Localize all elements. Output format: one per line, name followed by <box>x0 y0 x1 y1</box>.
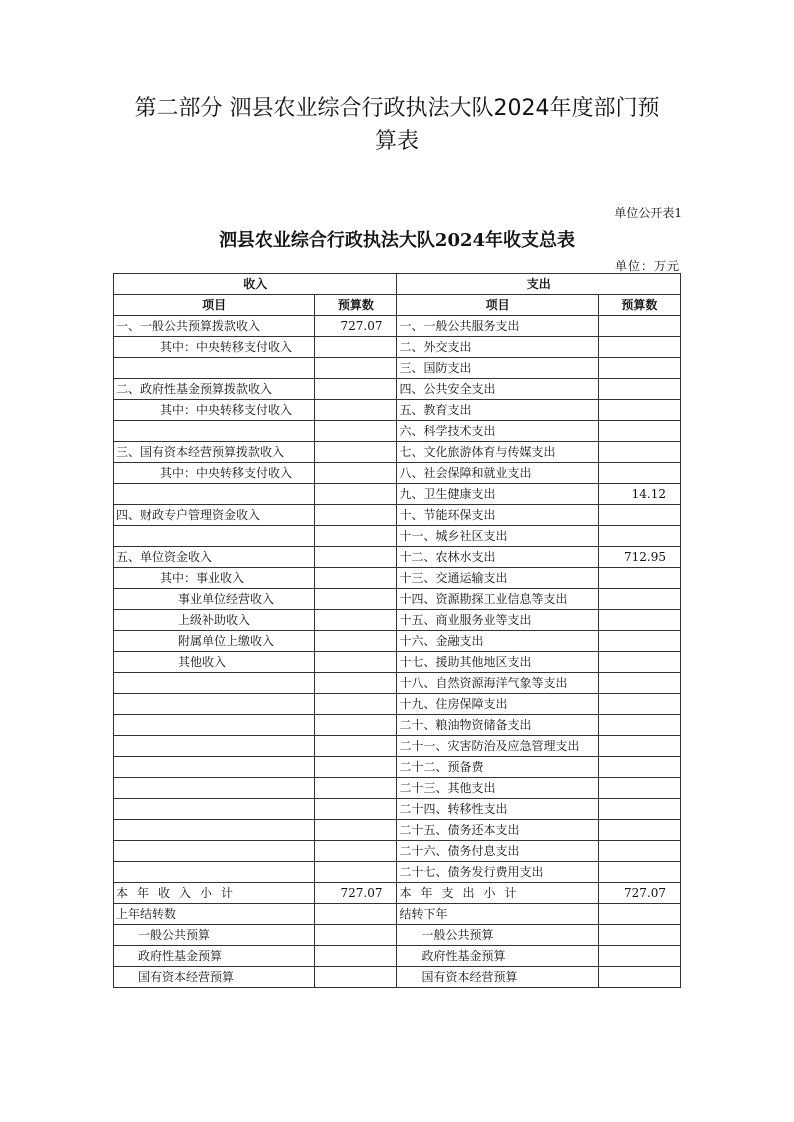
subtotal-row <box>114 883 681 904</box>
expense-item-cell: 十一、城乡社区支出 <box>397 526 598 547</box>
income-item-cell: 事业单位经营收入 <box>114 589 315 610</box>
budget-table-body <box>114 274 681 988</box>
table-row <box>114 337 681 358</box>
income-value-cell <box>315 694 397 715</box>
expense-item-cell: 三、国防支出 <box>397 358 598 379</box>
income-value-cell <box>315 820 397 841</box>
carry-item-row <box>114 946 681 967</box>
table-row <box>114 631 681 652</box>
carry-income-item: 政府性基金预算 <box>114 946 315 967</box>
income-item-cell <box>114 820 315 841</box>
expense-item-cell: 八、社会保障和就业支出 <box>397 463 598 484</box>
income-value-cell <box>315 568 397 589</box>
section-header-row <box>114 274 681 295</box>
carry-expense-item-value <box>598 946 680 967</box>
income-item-cell: 其中：中央转移支付收入 <box>114 463 315 484</box>
table-title: 泗县农业综合行政执法大队2024年收支总表 <box>218 230 576 251</box>
carry-expense-item: 国有资本经营预算 <box>397 967 598 988</box>
income-item-cell <box>114 841 315 862</box>
carry-row <box>114 904 681 925</box>
income-item-cell: 其他收入 <box>114 652 315 673</box>
carry-income-item-value <box>315 967 397 988</box>
expense-value-cell <box>598 568 680 589</box>
table-row <box>114 316 681 337</box>
income-value-cell <box>315 610 397 631</box>
carry-expense-value <box>598 904 680 925</box>
expense-value-cell <box>598 841 680 862</box>
column-header-row <box>114 295 681 316</box>
table-row <box>114 610 681 631</box>
expense-value-cell <box>598 526 680 547</box>
expense-item-cell: 一、一般公共服务支出 <box>397 316 598 337</box>
income-item-cell: 其中：事业收入 <box>114 568 315 589</box>
expense-value-cell: 14.12 <box>598 484 680 505</box>
expense-value-cell <box>598 631 680 652</box>
income-value-cell <box>315 337 397 358</box>
income-value-cell <box>315 778 397 799</box>
expense-item-cell: 二、外交支出 <box>397 337 598 358</box>
expense-item-cell: 二十五、债务还本支出 <box>397 820 598 841</box>
expense-item-cell: 五、教育支出 <box>397 400 598 421</box>
income-item-cell <box>114 358 315 379</box>
carry-expense-item: 政府性基金预算 <box>397 946 598 967</box>
expense-item-cell: 十八、自然资源海洋气象等支出 <box>397 673 598 694</box>
income-value-cell <box>315 442 397 463</box>
table-row <box>114 820 681 841</box>
expense-item-cell: 九、卫生健康支出 <box>397 484 598 505</box>
income-header: 收入 <box>114 274 397 295</box>
income-item-cell: 其中：中央转移支付收入 <box>114 337 315 358</box>
income-value-cell <box>315 400 397 421</box>
income-value-cell <box>315 421 397 442</box>
part-title-line2: 算表 <box>374 129 419 154</box>
expense-item-cell: 二十六、债务付息支出 <box>397 841 598 862</box>
income-value-cell <box>315 736 397 757</box>
expense-value-cell <box>598 400 680 421</box>
expense-value-cell <box>598 337 680 358</box>
table-row <box>114 715 681 736</box>
carry-expense-label: 结转下年 <box>397 904 598 925</box>
part-title <box>80 92 714 158</box>
expense-value-cell <box>598 463 680 484</box>
table-row <box>114 463 681 484</box>
table-row <box>114 358 681 379</box>
expense-item-cell: 二十四、转移性支出 <box>397 799 598 820</box>
budget-table <box>113 273 681 988</box>
income-value-cell <box>315 547 397 568</box>
expense-value-cell <box>598 736 680 757</box>
expense-item-cell: 二十二、预备费 <box>397 757 598 778</box>
table-row <box>114 799 681 820</box>
income-item-header: 项目 <box>114 295 315 316</box>
income-item-cell <box>114 694 315 715</box>
table-row <box>114 862 681 883</box>
expense-header: 支出 <box>397 274 681 295</box>
income-item-cell: 其中：中央转移支付收入 <box>114 400 315 421</box>
carry-expense-item: 一般公共预算 <box>397 925 598 946</box>
part-title-line1: 第二部分 泗县农业综合行政执法大队2024年度部门预 <box>134 96 660 121</box>
table-row <box>114 379 681 400</box>
table-row <box>114 505 681 526</box>
table-row <box>114 694 681 715</box>
expense-value-cell <box>598 673 680 694</box>
income-item-cell: 五、单位资金收入 <box>114 547 315 568</box>
expense-value-cell <box>598 316 680 337</box>
expense-item-cell: 二十七、债务发行费用支出 <box>397 862 598 883</box>
income-value-cell <box>315 358 397 379</box>
carry-item-row <box>114 967 681 988</box>
income-value-cell <box>315 799 397 820</box>
expense-value-cell <box>598 715 680 736</box>
table-row <box>114 547 681 568</box>
expense-value-cell <box>598 757 680 778</box>
expense-value-cell <box>598 778 680 799</box>
form-number: 单位公开表1 <box>614 206 682 220</box>
income-item-cell <box>114 757 315 778</box>
income-item-cell <box>114 736 315 757</box>
expense-item-cell: 十六、金融支出 <box>397 631 598 652</box>
income-item-cell: 上级补助收入 <box>114 610 315 631</box>
income-value-cell <box>315 379 397 400</box>
carry-item-row <box>114 925 681 946</box>
income-value-cell <box>315 631 397 652</box>
income-item-cell <box>114 799 315 820</box>
table-row <box>114 421 681 442</box>
table-row <box>114 484 681 505</box>
income-budget-header: 预算数 <box>315 295 397 316</box>
income-item-cell <box>114 778 315 799</box>
expense-item-cell: 六、科学技术支出 <box>397 421 598 442</box>
expense-item-cell: 十二、农林水支出 <box>397 547 598 568</box>
income-subtotal-label: 本年收入小计 <box>114 883 315 904</box>
income-item-cell: 二、政府性基金预算拨款收入 <box>114 379 315 400</box>
income-value-cell <box>315 505 397 526</box>
table-row <box>114 589 681 610</box>
table-row <box>114 568 681 589</box>
expense-value-cell <box>598 421 680 442</box>
income-value-cell <box>315 463 397 484</box>
income-item-cell: 三、国有资本经营预算拨款收入 <box>114 442 315 463</box>
expense-value-cell <box>598 820 680 841</box>
income-item-cell <box>114 862 315 883</box>
carry-expense-item-value <box>598 967 680 988</box>
expense-value-cell <box>598 652 680 673</box>
expense-item-cell: 十四、资源勘探工业信息等支出 <box>397 589 598 610</box>
table-row <box>114 841 681 862</box>
carry-income-item: 国有资本经营预算 <box>114 967 315 988</box>
expense-value-cell <box>598 862 680 883</box>
table-row <box>114 526 681 547</box>
income-value-cell <box>315 862 397 883</box>
carry-income-item-value <box>315 925 397 946</box>
income-value-cell <box>315 589 397 610</box>
carry-income-item-value <box>315 946 397 967</box>
income-value-cell <box>315 715 397 736</box>
expense-item-cell: 二十一、灾害防治及应急管理支出 <box>397 736 598 757</box>
expense-value-cell: 712.95 <box>598 547 680 568</box>
expense-item-cell: 七、文化旅游体育与传媒支出 <box>397 442 598 463</box>
table-row <box>114 757 681 778</box>
income-item-cell <box>114 526 315 547</box>
carry-income-value <box>315 904 397 925</box>
carry-income-label: 上年结转数 <box>114 904 315 925</box>
expense-item-cell: 二十、粮油物资储备支出 <box>397 715 598 736</box>
table-row <box>114 442 681 463</box>
expense-budget-header: 预算数 <box>598 295 680 316</box>
expense-item-cell: 十九、住房保障支出 <box>397 694 598 715</box>
income-value-cell <box>315 757 397 778</box>
income-subtotal-value: 727.07 <box>315 883 397 904</box>
expense-value-cell <box>598 610 680 631</box>
expense-value-cell <box>598 799 680 820</box>
expense-item-cell: 十五、商业服务业等支出 <box>397 610 598 631</box>
expense-item-cell: 十三、交通运输支出 <box>397 568 598 589</box>
income-item-cell: 四、财政专户管理资金收入 <box>114 505 315 526</box>
carry-expense-item-value <box>598 925 680 946</box>
income-value-cell <box>315 526 397 547</box>
table-row <box>114 736 681 757</box>
income-item-cell <box>114 484 315 505</box>
expense-value-cell <box>598 694 680 715</box>
income-item-cell: 一、一般公共预算拨款收入 <box>114 316 315 337</box>
income-value-cell <box>315 841 397 862</box>
expense-item-cell: 四、公共安全支出 <box>397 379 598 400</box>
expense-value-cell <box>598 379 680 400</box>
expense-subtotal-label: 本年支出小计 <box>397 883 598 904</box>
income-value-cell <box>315 484 397 505</box>
expense-value-cell <box>598 589 680 610</box>
expense-item-cell: 十、节能环保支出 <box>397 505 598 526</box>
expense-item-header: 项目 <box>397 295 598 316</box>
table-row <box>114 652 681 673</box>
table-row <box>114 778 681 799</box>
table-row <box>114 400 681 421</box>
expense-value-cell <box>598 442 680 463</box>
income-item-cell <box>114 421 315 442</box>
income-item-cell <box>114 673 315 694</box>
unit-label: 单位：万元 <box>614 259 680 273</box>
income-item-cell <box>114 715 315 736</box>
expense-value-cell <box>598 358 680 379</box>
expense-subtotal-value: 727.07 <box>598 883 680 904</box>
expense-item-cell: 二十三、其他支出 <box>397 778 598 799</box>
income-value-cell <box>315 673 397 694</box>
income-value-cell: 727.07 <box>315 316 397 337</box>
expense-item-cell: 十七、援助其他地区支出 <box>397 652 598 673</box>
income-item-cell: 附属单位上缴收入 <box>114 631 315 652</box>
carry-income-item: 一般公共预算 <box>114 925 315 946</box>
income-value-cell <box>315 652 397 673</box>
expense-value-cell <box>598 505 680 526</box>
table-row <box>114 673 681 694</box>
